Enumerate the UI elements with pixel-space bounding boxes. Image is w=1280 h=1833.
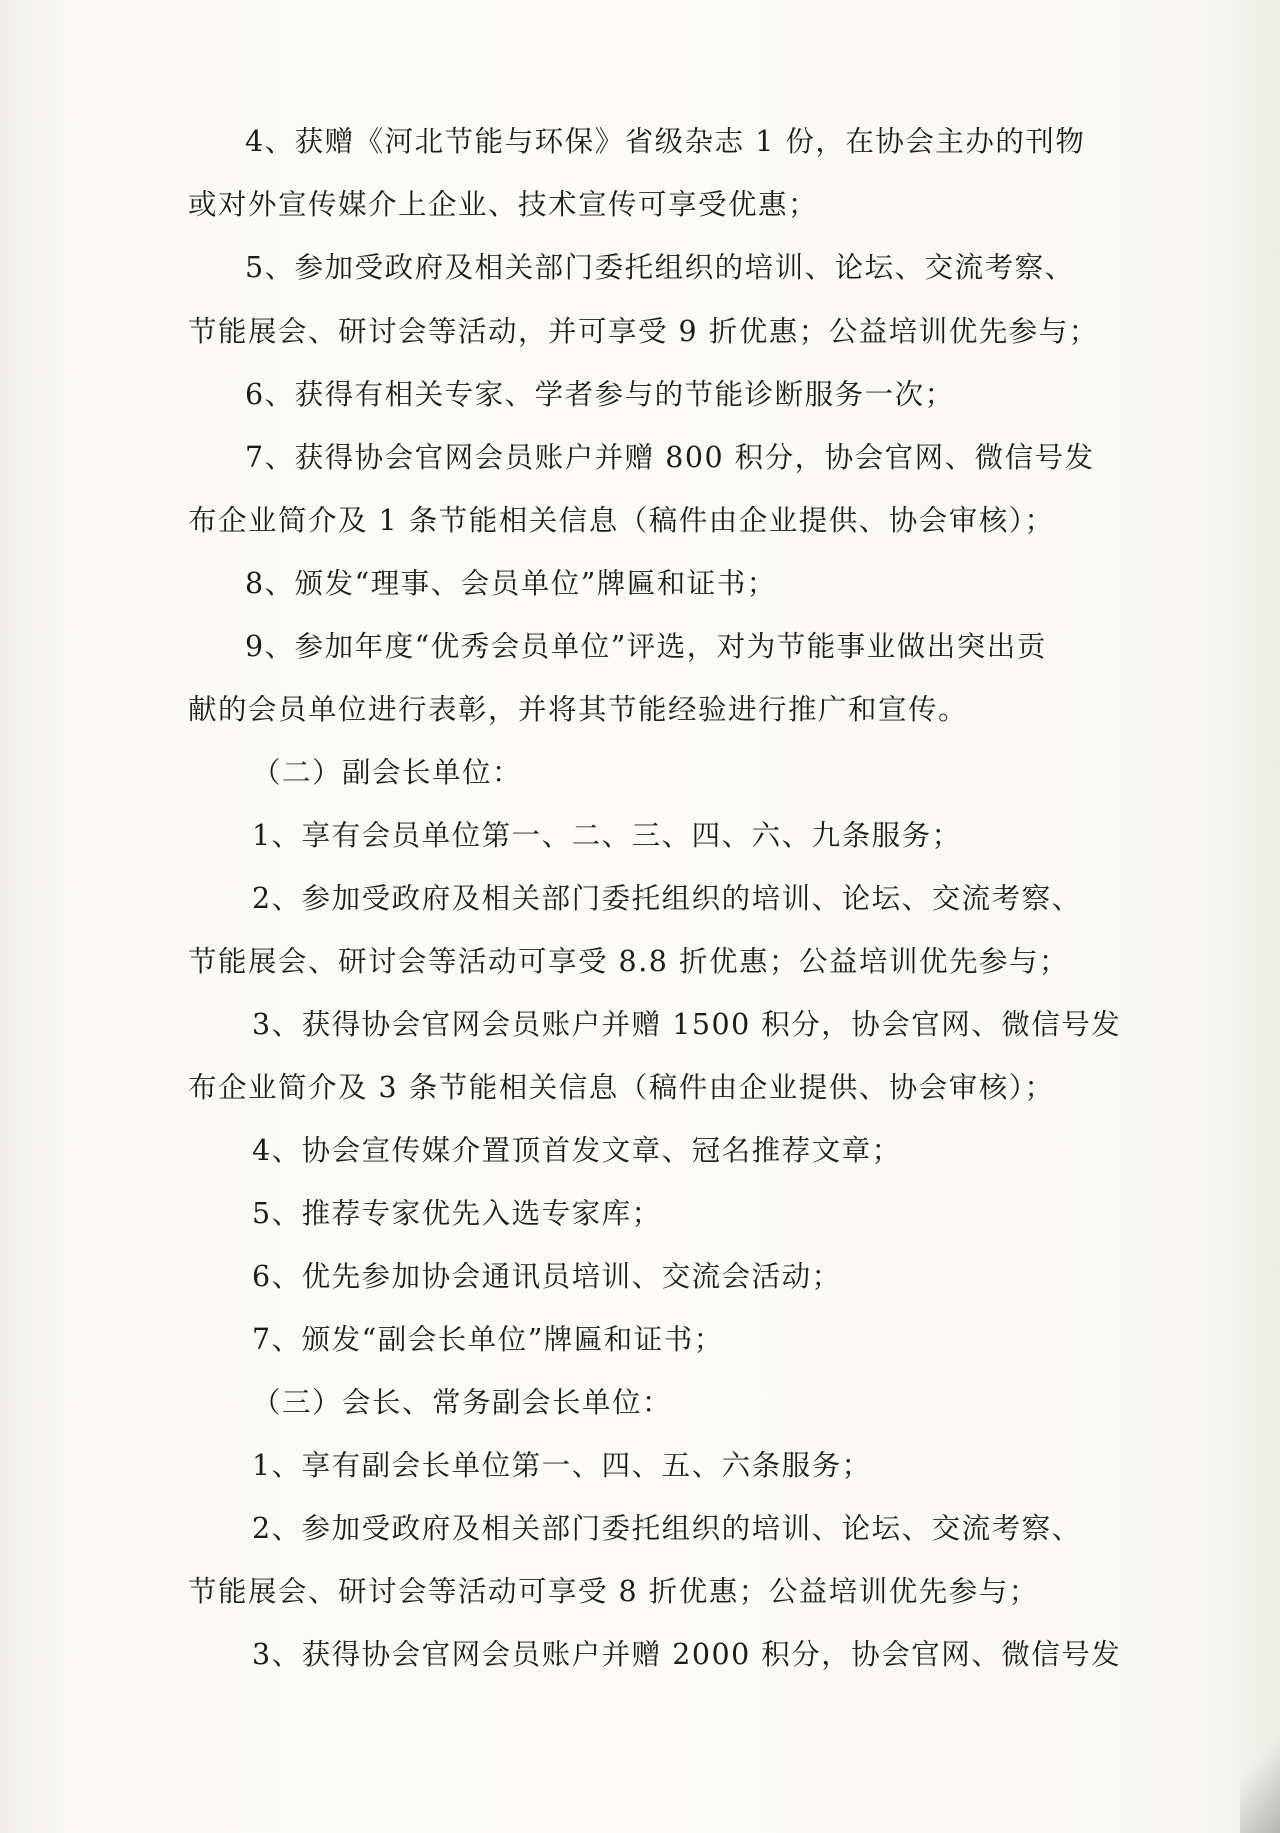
text-line: 7、颁发“副会长单位”牌匾和证书； <box>252 1323 724 1356</box>
section-heading: （二）副会长单位： <box>252 756 523 789</box>
text-line: 布企业简介及 3 条节能相关信息（稿件由企业提供、协会审核）； <box>188 1071 1055 1104</box>
text-line: 献的会员单位进行表彰，并将其节能经验进行推广和宣传。 <box>188 693 969 726</box>
text-line: 节能展会、研讨会等活动可享受 8.8 折优惠；公益培训优先参与； <box>188 945 1069 978</box>
text-line: 或对外宣传媒介上企业、技术宣传可享受优惠； <box>188 188 819 221</box>
text-line: 8、颁发“理事、会员单位”牌匾和证书； <box>245 567 777 600</box>
text-line: 5、推荐专家优先入选专家库； <box>252 1197 662 1230</box>
text-line: 1、享有会员单位第一、二、三、四、六、九条服务； <box>252 819 962 852</box>
text-line: 3、获得协会官网会员账户并赠 2000 积分，协会官网、微信号发 <box>252 1638 1122 1671</box>
section-heading: （三）会长、常务副会长单位： <box>252 1386 673 1419</box>
text-line: 9、参加年度“优秀会员单位”评选，对为节能事业做出突出贡 <box>245 630 1047 663</box>
text-line: 节能展会、研讨会等活动，并可享受 9 折优惠；公益培训优先参与； <box>188 315 1099 348</box>
text-line: 4、获赠《河北节能与环保》省级杂志 1 份，在协会主办的刊物 <box>245 125 1086 158</box>
text-line: 3、获得协会官网会员账户并赠 1500 积分，协会官网、微信号发 <box>252 1008 1122 1041</box>
page-corner-shadow <box>1240 1713 1280 1833</box>
text-line: 2、参加受政府及相关部门委托组织的培训、论坛、交流考察、 <box>252 882 1082 915</box>
text-line: 节能展会、研讨会等活动可享受 8 折优惠；公益培训优先参与； <box>188 1575 1039 1608</box>
text-line: 7、获得协会官网会员账户并赠 800 积分，协会官网、微信号发 <box>245 441 1095 474</box>
text-line: 4、协会宣传媒介置顶首发文章、冠名推荐文章； <box>252 1134 902 1167</box>
text-line: 5、参加受政府及相关部门委托组织的培训、论坛、交流考察、 <box>245 251 1075 284</box>
text-line: 1、享有副会长单位第一、四、五、六条服务； <box>252 1449 872 1482</box>
text-line: 2、参加受政府及相关部门委托组织的培训、论坛、交流考察、 <box>252 1512 1082 1545</box>
text-line: 6、优先参加协会通讯员培训、交流会活动； <box>252 1260 842 1293</box>
text-line: 6、获得有相关专家、学者参与的节能诊断服务一次； <box>245 378 955 411</box>
text-line: 布企业简介及 1 条节能相关信息（稿件由企业提供、协会审核）； <box>188 504 1055 537</box>
